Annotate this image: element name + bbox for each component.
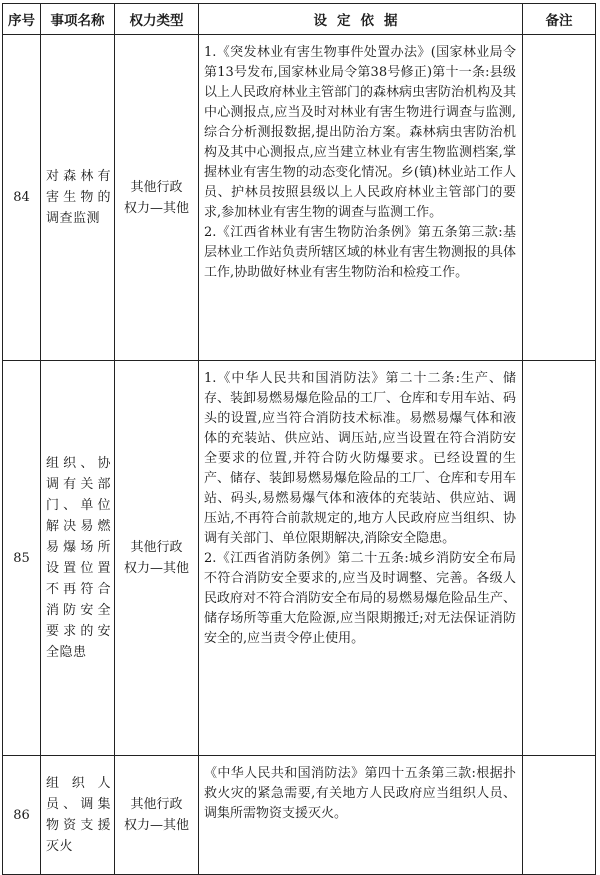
power-type-line1: 其他行政	[130, 179, 183, 195]
row-number: 84	[3, 35, 41, 361]
legal-basis-cell	[199, 35, 523, 361]
power-type-line1: 其他行政	[130, 540, 183, 555]
item-name-cell	[41, 35, 115, 361]
power-type-line2: 权力—其他	[123, 561, 189, 576]
header-power-type: 权力类型	[115, 4, 199, 35]
item-name: 组织、协调有关部门、单位解决易燃易爆场所设置位置不再符合消防安全要求的安全隐患	[46, 456, 111, 660]
header-item-name: 事项名称	[41, 4, 115, 35]
power-list-table	[2, 3, 596, 875]
power-type-cell	[115, 756, 199, 875]
legal-basis-cell	[199, 361, 523, 756]
table-row	[3, 756, 596, 875]
power-type-line2: 权力—其他	[123, 818, 189, 833]
item-name: 对森林有害生物的调查监测	[46, 169, 111, 226]
remarks-cell	[523, 361, 596, 756]
item-name-cell	[41, 361, 115, 756]
legal-basis-paragraph: 1.《突发林业有害生物事件处置办法》(国家林业局令第13号发布,国家林业局令第38号修正)第十一条:县级以上人民政府林业主管部门的森林病虫害防治机构及其中心测报点,应当及时对林业有害生物进行调查与监测,综合分析测报数据,提出防治方案。森林病虫害防治机构及其中心测报点,应当建立林业有害生物监测档案,掌握林业有害生物的动态变化情况。乡(镇)林业站工作人员、护林员按照县级以上人民政府林业主管部门的要求,参加林业有害生物的调查与监测工作。	[204, 45, 517, 220]
power-type-cell	[115, 35, 199, 361]
row-number: 85	[3, 361, 41, 756]
row-number: 86	[3, 756, 41, 875]
item-name-cell	[41, 756, 115, 875]
legal-basis-paragraph: 《中华人民共和国消防法》第四十五条第三款:根据扑救火灾的紧急需要,有关地方人民政府应当组织人员、调集所需物资支援灭火。	[204, 766, 516, 821]
item-name: 组织人员、调集物资支援灭火	[46, 776, 111, 854]
header-remarks: 备注	[523, 4, 596, 35]
legal-basis-cell	[199, 756, 523, 875]
legal-basis-paragraph: 2.《江西省消防条例》第二十五条:城乡消防安全布局不符合消防安全要求的,应当及时调整、完善。各级人民政府对不符合消防安全布局的易燃易爆危险品生产、储存场所等重大危险源,应当限期搬迁;对无法保证消防安全的,应当责令停止使用。	[204, 551, 517, 646]
table-header-row	[3, 4, 596, 35]
remarks-cell	[523, 756, 596, 875]
header-legal-basis: 设定依据	[199, 4, 523, 35]
power-type-line1: 其他行政	[130, 797, 183, 812]
power-type-cell	[115, 361, 199, 756]
table-row	[3, 35, 596, 361]
header-no: 序号	[3, 4, 41, 35]
power-type-line2: 权力—其他	[123, 200, 189, 216]
table-row	[3, 361, 596, 756]
remarks-cell	[523, 35, 596, 361]
legal-basis-paragraph: 1.《中华人民共和国消防法》第二十二条:生产、储存、装卸易燃易爆危险品的工厂、仓库和专用车站、码头的设置,应当符合消防技术标准。易燃易爆气体和液体的充装站、供应站、调压站,应当设置在符合消防安全要求的位置,并符合防火防爆要求。已经设置的生产、储存、装卸易燃易爆危险品的工厂、仓库和专用车站、码头,易燃易爆气体和液体的充装站、供应站、调压站,不再符合前款规定的,地方人民政府应当组织、协调有关部门、单位限期解决,消除安全隐患。	[204, 371, 517, 546]
legal-basis-paragraph: 2.《江西省林业有害生物防治条例》第五条第三款:基层林业工作站负责所辖区域的林业有害生物测报的具体工作,协助做好林业有害生物防治和检疫工作。	[204, 225, 517, 280]
